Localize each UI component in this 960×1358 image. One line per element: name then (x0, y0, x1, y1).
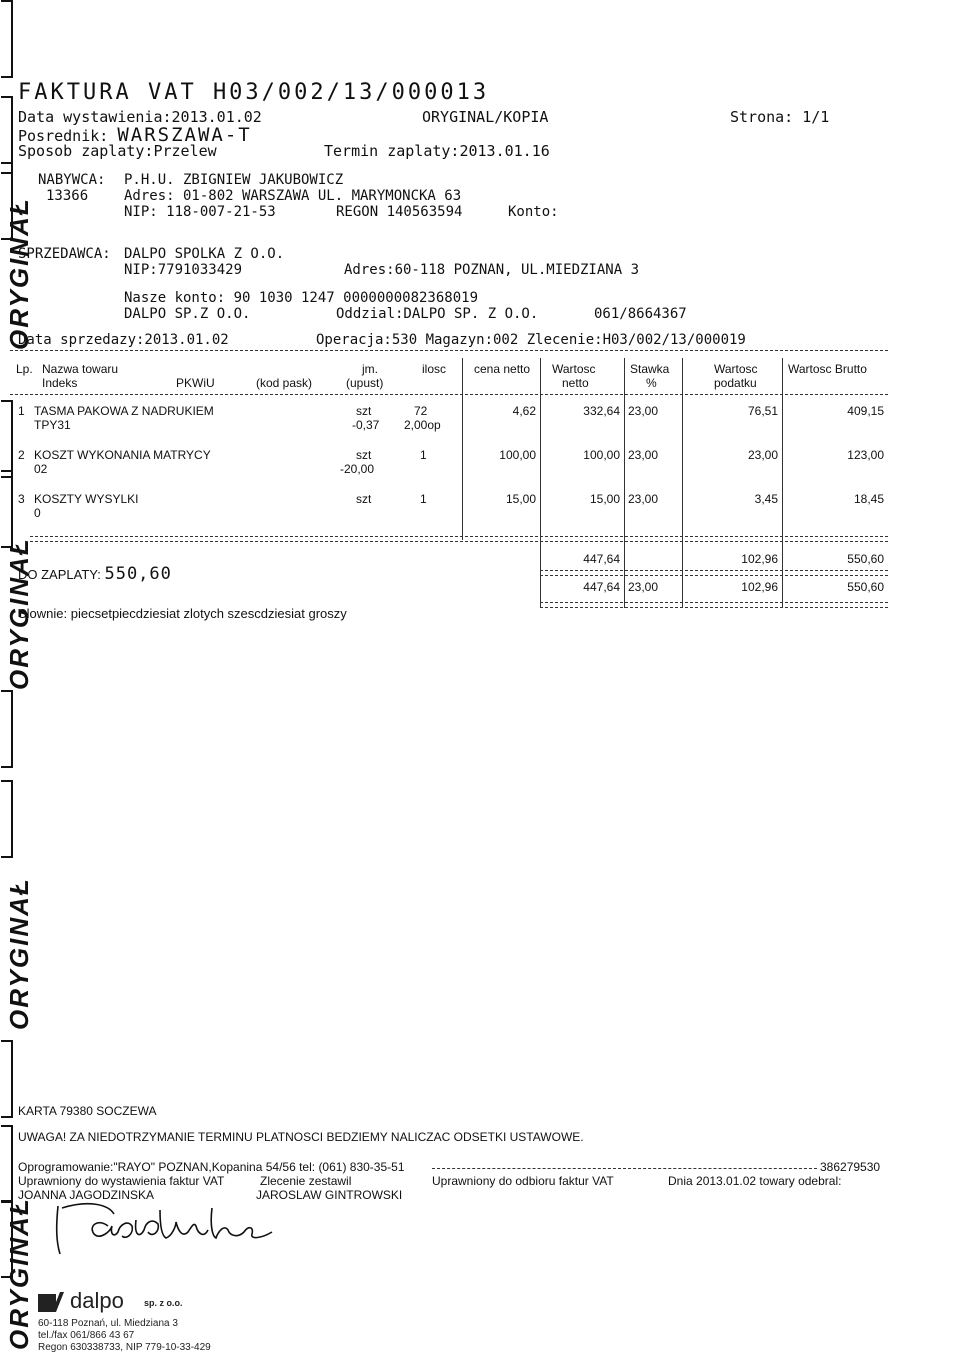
th-ilosc: ilosc (422, 362, 447, 376)
side-mark-original: ORYGINAŁ (4, 877, 34, 1030)
margin-box (1, 0, 13, 78)
col-sep (540, 358, 541, 608)
payment-method: Sposob zaplaty:Przelew (18, 142, 217, 160)
cell-lp: 3 (18, 492, 25, 506)
buyer-name: P.H.U. ZBIGNIEW JAKUBOWICZ (124, 172, 344, 188)
stamp-address: 60-118 Poznań, ul. Miedziana 3 (38, 1318, 178, 1329)
total-netto: 447,64 (583, 580, 620, 594)
composer-label: Zlecenie zestawil (260, 1174, 352, 1188)
th-jm: jm. (362, 362, 378, 376)
seller-branch: Oddzial:DALPO SP. Z O.O. (336, 306, 539, 322)
cell-lp: 1 (18, 404, 25, 418)
th-name: Nazwa towaru (42, 362, 119, 376)
buyer-account: Konto: (508, 204, 559, 220)
cell-brutto: 123,00 (847, 448, 884, 462)
cell-ilosc: 1 (420, 448, 427, 462)
seller-label: SPRZEDAWCA: (18, 246, 111, 262)
receiver-label: Uprawniony do odbioru faktur VAT (432, 1174, 614, 1188)
dalpo-logo-icon (36, 1290, 66, 1316)
original-copy-label: ORYGINAL/KOPIA (422, 108, 549, 126)
th-upust: (upust) (346, 376, 384, 390)
cell-jm: szt (356, 492, 372, 506)
amount-due-label: DO ZAPLATY: (18, 567, 101, 582)
cell-ilosc-op: 2,00op (404, 418, 441, 432)
page-number: Strona: 1/1 (730, 108, 830, 126)
stamp-company: dalpo (70, 1288, 124, 1313)
th-cena: cena netto (474, 362, 531, 376)
cell-brutto: 18,45 (853, 492, 884, 506)
totals-bottom-rule (540, 602, 888, 608)
sale-date: Data sprzedazy:2013.01.02 (18, 332, 229, 348)
cell-cena: 15,00 (505, 492, 536, 506)
amount-due (18, 564, 172, 584)
side-mark-original: ORYGINAŁ (4, 537, 34, 690)
amount-due-value: 550,60 (104, 564, 172, 584)
issuer-label: Uprawniony do wystawienia faktur VAT (18, 1174, 225, 1188)
cell-index: 02 (34, 462, 48, 476)
col-sep (682, 358, 683, 608)
composer-name: JAROSLAW GINTROWSKI (256, 1188, 403, 1202)
th-podatek-2: podatku (714, 376, 757, 390)
cell-index: 0 (34, 506, 41, 520)
cell-cena: 4,62 (512, 404, 536, 418)
invoice-title: FAKTURA VAT H03/002/13/000013 (18, 80, 490, 105)
software-rule (432, 1168, 817, 1169)
col-sep (782, 358, 783, 608)
th-podatek-1: Wartosc (714, 362, 758, 376)
buyer-nip: NIP: 118-007-21-53 (124, 204, 276, 220)
total-podatek: 102,96 (741, 552, 778, 566)
cell-stawka: 23,00 (628, 448, 659, 462)
buyer-regon: REGON 140563594 (336, 204, 463, 220)
table-top-rule (10, 350, 888, 351)
cell-jm: szt (356, 404, 372, 418)
cell-name: KOSZT WYKONANIA MATRYCY (34, 448, 211, 462)
software-info: Oprogramowanie:"RAYO" POZNAN,Kopanina 54/56 tel: (061) 830-35-51 (18, 1160, 405, 1174)
th-stawka-2: % (646, 376, 657, 390)
total-podatek: 102,96 (741, 580, 778, 594)
card-number: KARTA 79380 SOCZEWA (18, 1104, 157, 1118)
handwritten-signature (48, 1196, 288, 1256)
goods-received-date: Dnia 2013.01.02 towary odebral: (668, 1174, 842, 1188)
cell-netto: 100,00 (583, 448, 620, 462)
cell-upust: -20,00 (340, 462, 375, 476)
cell-lp: 2 (18, 448, 25, 462)
th-lp: Lp. (16, 362, 33, 376)
amount-in-words: Slownie: piecsetpiecdziesiat zlotych szescdziesiat groszy (18, 606, 347, 621)
buyer-code: 13366 (46, 188, 89, 204)
cell-index: TPY31 (34, 418, 71, 432)
th-kod: (kod pask) (256, 376, 313, 390)
issuer-name: JOANNA JAGODZINSKA (18, 1188, 155, 1202)
side-mark-original: ORYGINAŁ (4, 197, 34, 350)
software-code: 386279530 (820, 1160, 881, 1174)
th-brutto: Wartosc Brutto (788, 362, 867, 376)
cell-stawka: 23,00 (628, 492, 659, 506)
sale-operation: Operacja:530 Magazyn:002 Zlecenie:H03/002/13/000019 (316, 332, 746, 348)
left-margin-strip (0, 0, 34, 1358)
seller-name: DALPO SPOLKA Z O.O. (124, 246, 285, 262)
cell-netto: 15,00 (589, 492, 620, 506)
stamp-ids: Regon 630338733, NIP 779-10-33-429 (38, 1342, 211, 1353)
margin-box (1, 690, 13, 768)
intermediary-label: Posrednik: (18, 127, 109, 145)
table-header-rule (10, 394, 888, 395)
issue-date: Data wystawienia:2013.01.02 (18, 108, 262, 126)
seller-bank: DALPO SP.Z O.O. (124, 306, 251, 322)
late-payment-warning: UWAGA! ZA NIEDOTRZYMANIE TERMINU PLATNOSCI BEDZIEMY NALICZAC ODSETKI USTAWOWE. (18, 1130, 584, 1144)
th-stawka-1: Stawka (630, 362, 670, 376)
total-brutto: 550,60 (847, 580, 884, 594)
stamp-phone: tel./fax 061/866 43 67 (38, 1330, 135, 1341)
cell-brutto: 409,15 (847, 404, 884, 418)
th-netto-1: Wartosc (552, 362, 596, 376)
cell-jm: szt (356, 448, 372, 462)
total-brutto: 550,60 (847, 552, 884, 566)
margin-box (1, 780, 13, 858)
cell-podatek: 76,51 (747, 404, 778, 418)
margin-box (1, 1040, 13, 1118)
cell-upust: -0,37 (352, 418, 380, 432)
th-index: Indeks (42, 376, 78, 390)
cell-name: TASMA PAKOWA Z NADRUKIEM (34, 404, 214, 418)
table-bottom-rule (30, 536, 888, 542)
margin-box (1, 1125, 13, 1203)
cell-stawka: 23,00 (628, 404, 659, 418)
cell-ilosc: 72 (414, 404, 428, 418)
seller-address: Adres:60-118 POZNAN, UL.MIEDZIANA 3 (344, 262, 640, 278)
seller-nip: NIP:7791033429 (124, 262, 243, 278)
cell-cena: 100,00 (499, 448, 536, 462)
cell-ilosc: 1 (420, 492, 427, 506)
cell-name: KOSZTY WYSYLKI (34, 492, 139, 506)
buyer-label: NABYWCA: (38, 172, 106, 188)
total-stawka: 23,00 (628, 580, 659, 594)
col-sep (624, 358, 625, 608)
th-netto-2: netto (562, 376, 589, 390)
total-netto: 447,64 (583, 552, 620, 566)
intermediary-value: WARSZAWA-T (117, 124, 252, 146)
seller-phone: 061/8664367 (594, 306, 687, 322)
buyer-address: Adres: 01-802 WARSZAWA UL. MARYMONCKA 63 (124, 188, 462, 204)
side-mark-original: ORYGINAŁ (4, 1197, 34, 1350)
cell-podatek: 3,45 (754, 492, 778, 506)
margin-box (1, 400, 13, 478)
seller-account: Nasze konto: 90 1030 1247 0000000082368019 (124, 290, 479, 306)
cell-podatek: 23,00 (747, 448, 778, 462)
stamp-suffix: sp. z o.o. (144, 1298, 183, 1308)
totals-separator (540, 570, 888, 576)
th-pkwiu: PKWiU (176, 376, 215, 390)
payment-term: Termin zaplaty:2013.01.16 (324, 142, 550, 160)
cell-netto: 332,64 (583, 404, 620, 418)
